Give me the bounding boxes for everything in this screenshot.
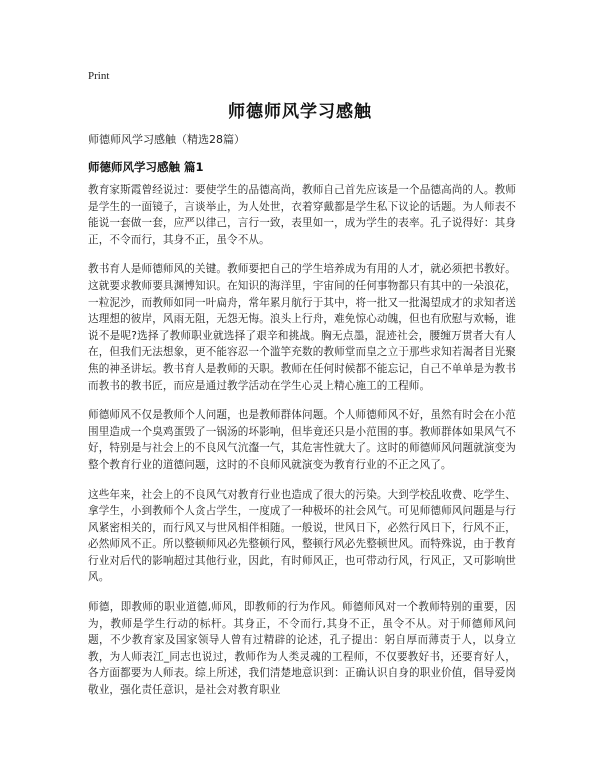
document-title: 师德师风学习感触 bbox=[228, 102, 372, 122]
paragraph-2: 教书育人是师德师风的关键。教师要把自己的学生培养成为有用的人才，就必须把书教好。这就要求教师要具渊博知识。在知识的海洋里，宇宙间的任何事物都只有其中的一朵浪花，一粒泥沙，而教师如同一叶扁舟，常年累月航行于其中，将一批又一批渴望成才的求知者送达理想的彼岸，风雨无阻，无怨无悔。浪头上行舟，难免惊心动魄，但也有欣慰与欢畅，谁说不是呢?选择了教师职业就选择了艰辛和挑战。胸无点墨，混迹社会，腰缠万贯者大有人在，但我们无法想象，更不能容忍一个滥竽充数的教师堂而皇之立于那些求知若渴者目光聚焦的神圣讲坛。教书育人是教师的天职。教师在任何时候都不能忘记，自己不单单是为教书而教书的教书匠，而应是通过教学活动在学生心灵上精心施工的工程师。 bbox=[88, 263, 516, 392]
paragraph-5: 师德，即教师的职业道德,师风，即教师的行为作风。师德师风对一个教师特别的重要，因为，教师是学生行动的标杆。其身正，不令而行,其身不正，虽令不从。对于师德师风问题，不少教育家及国家领导人曾有过精辟的论述，孔子提出：躬自厚而薄责于人，以身立教，为人师表江_同志也说过，教师作为人类灵魂的工程师，不仅要教好书，还要育好人，各方面都要为人师表。综上所述，我们清楚地意识到：正确认识自身的职业价值，倡导爱岗敬业，强化责任意识，是社会对教育职业 bbox=[88, 601, 516, 697]
print-label[interactable]: Print bbox=[88, 70, 110, 82]
document-subtitle: 师德师风学习感触（精选28篇） bbox=[88, 133, 245, 146]
paragraph-4: 这些年来，社会上的不良风气对教育行业也造成了很大的污染。大到学校乱收费、吃学生、拿学生，小到教师个人贪占学生，一度成了一种极坏的社会风气。可见师德师风问题是与行风紧密相关的，而行风又与世风相伴相随。一般说，世风日下，必然行风日下，行风不正，必然师风不正。所以整顿师风必先整顿行风，整顿行风必先整顿世风。而特殊说，由于教育行业对后代的影响超过其他行业，因此，有时师风正，也可带动行风，行风正，又可影响世风。 bbox=[88, 488, 516, 584]
document-body bbox=[88, 182, 516, 712]
paragraph-1: 教育家斯霞曾经说过：要使学生的品德高尚，教师自己首先应该是一个品德高尚的人。教师是学生的一面镜子，言谈举止，为人处世，衣着穿戴都是学生私下议论的话题。为人师表不能说一套做一套，应严以律己，言行一致，表里如一，成为学生的表率。孔子说得好：其身正，不令而行，其身不正，虽令不从。 bbox=[88, 184, 516, 246]
paragraph-3: 师德师风不仅是教师个人问题，也是教师群体问题。个人师德师风不好，虽然有时会在小范围里造成一个臭鸡蛋毁了一锅汤的坏影响，但毕竟还只是小范围的事。教师群体如果风气不好，特别是与社会上的不良风气沆瀣一气，其危害性就大了。这时的师德师风问题就演变为整个教育行业的道德问题，这时的不良师风就演变为教育行业的不正之风了。 bbox=[88, 409, 516, 471]
section-heading: 师德师风学习感触 篇1 bbox=[88, 160, 204, 174]
